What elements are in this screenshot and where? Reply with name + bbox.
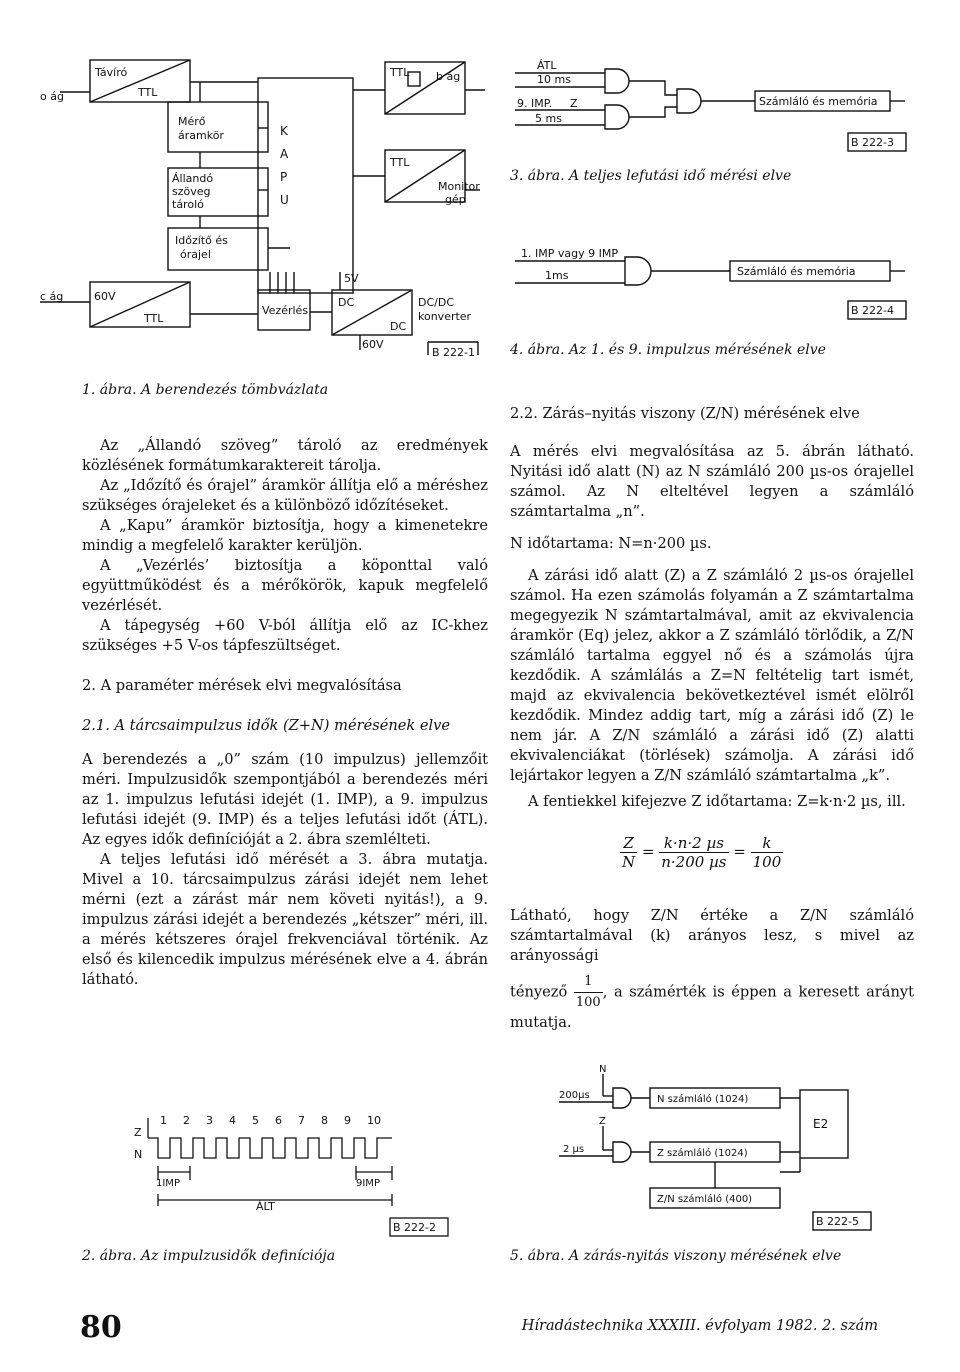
figure-2-code: B 222-2 <box>393 1221 437 1234</box>
label-z: Z <box>570 97 578 110</box>
label-ttl-c: TTL <box>390 156 410 169</box>
figure-1-caption: 1. ábra. A berendezés tömbvázlata <box>82 382 329 398</box>
paragraph: A berendezés a „0” szám (10 impulzus) jellemzőit méri. Impulzusidők szempontjából a berendezés méri az 1. impulzus lefutási idejét (1. IMP), a 9. impulzus lefutási idejét (9. IMP) és a teljes lefutási időt (ÁTL). Az egyes idők definícióját a 2. ábra szemlélteti. <box>82 751 488 848</box>
figure-4-caption: 4. ábra. Az 1. és 9. impulzus mérésének elve <box>510 342 826 358</box>
label-10ms: 10 ms <box>537 73 571 86</box>
paragraph: A „Vezérlés’ biztosítja a köponttal való együttműködést és a mérőkörök, kapuk megfelelő vezérlését. <box>82 557 488 614</box>
pulse-number: 10 <box>367 1114 381 1127</box>
counter-memory-box: Számláló és memória <box>737 265 856 278</box>
label-1ms: 1ms <box>545 269 569 282</box>
paragraph: A mérés elvi megvalósítása az 5. ábrán látható. Nyitási idő alatt (N) az N számláló 200 µs-os órajellel számol. Az N elteltével legyen a számláló számtartalma „n”. <box>510 443 914 520</box>
label-dc-1: DC <box>338 296 355 309</box>
label-5ms: 5 ms <box>535 112 562 125</box>
label-9-imp: 9. IMP. <box>517 97 553 110</box>
label-taviro: Távíró <box>95 66 128 79</box>
label-allando-2: szöveg <box>172 185 211 198</box>
pulse-number: 9 <box>344 1114 351 1127</box>
label-dcdc-1: DC/DC <box>418 296 455 309</box>
label-ttl-b: TTL <box>390 66 410 79</box>
figure-2-pulse-diagram <box>130 1100 450 1240</box>
pulse-number: 2 <box>183 1114 190 1127</box>
label-o-ag: o ág <box>40 90 64 103</box>
label-e2: E2 <box>813 1117 829 1131</box>
label-9imp: 9IMP <box>356 1178 380 1189</box>
left-column <box>82 436 488 990</box>
paragraph: A teljes lefutási idő mérését a 3. ábra mutatja. Mivel a 10. tárcsaimpulzus zárási idejét nem lehet mérni (ezt a zárást már nem követi nyitás!), a 9. impulzus zárási idejét a berendezés „kétszer” méri, ill. a mérés kétszeres órajel frekvenciával történik. Az első és kilencedik impulzus mérésének elve a 4. ábrán látható. <box>82 851 488 988</box>
pulse-number: 6 <box>275 1114 282 1127</box>
n-counter-box: N számláló (1024) <box>657 1094 749 1105</box>
label-b-ag: b ág <box>436 70 461 83</box>
figure-2-caption: 2. ábra. Az impulzusidők definíciója <box>82 1248 336 1264</box>
label-60v-b: 60V <box>362 338 384 351</box>
pulse-number: 5 <box>252 1114 259 1127</box>
label-mero-1: Mérő <box>178 115 206 128</box>
pulse-number: 8 <box>321 1114 328 1127</box>
label-2us: 2 µs <box>563 1144 585 1155</box>
label-200us: 200µs <box>559 1090 590 1101</box>
figure-5-caption: 5. ábra. A zárás-nyitás viszony mérésének elve <box>510 1248 842 1264</box>
label-n: N <box>134 1148 143 1161</box>
figure-5-code: B 222-5 <box>816 1215 860 1228</box>
paragraph: Az „Időzítő és órajel” áramkör állítja elő a méréshez szükséges órajeleket és a különböző időzítéseket. <box>82 477 488 514</box>
label-1imp: 1IMP <box>156 1178 180 1189</box>
label-monitor-2: gép <box>445 193 466 206</box>
equation-ratio: $\frac{Z}{N}$ = $\frac{\text{k·n·2 µs}}{\text{n·200 µs}}$ = $\frac{k}{100}$ <box>622 834 782 871</box>
label-monitor-1: Monitor <box>438 180 480 193</box>
subsection-heading: 2.2. Zárás–nyitás viszony (Z/N) mérésének elve <box>510 405 860 422</box>
pulse-number: 3 <box>206 1114 213 1127</box>
label-imp: 1. IMP vagy 9 IMP <box>521 247 618 260</box>
label-atl: ÁTL <box>537 59 557 72</box>
right-column <box>510 404 914 812</box>
counter-memory-box: Számláló és memória <box>759 95 878 108</box>
label-kapu-u: U <box>280 193 289 207</box>
pulse-number: 7 <box>298 1114 305 1127</box>
figure-1-code: B 222-1 <box>432 346 476 359</box>
label-5v: 5V <box>344 272 359 285</box>
page-number: 80 <box>80 1310 122 1345</box>
figure-3-diagram <box>505 55 910 155</box>
label-ttl-d: TTL <box>144 312 164 325</box>
figure-3-caption: 3. ábra. A teljes lefutási idő mérési elve <box>510 168 792 184</box>
paragraph: A zárási idő alatt (Z) a Z számláló 2 µs-os órajellel számol. Ha ezen számolás folyamán a Z számtartalma megegyezik N számtartalmával, amit az ekvivalencia áramkör (Eq) jelez, akkor a Z számláló törlődik, a Z/N számláló tartalma eggyel nő és a számolás újra kezdődik. A számlálás a Z=N feltételig tart ismét, majd az ekvivalencia bekövetkeztével ismét elölről kezdődik. Mindez addig tart, míg a zárási idő (Z) le nem jár. A Z/N számláló a zárási idő (Z) alatti ekvivalenciákat (törlések) számolja. A zárási idő lejártakor legyen a Z/N számláló számtartalma „k”. <box>510 567 914 784</box>
equation-n: N időtartama: N=n·200 µs. <box>510 535 712 552</box>
paragraph: A „Kapu” áramkör biztosítja, hogy a kimenetekre mindig a megfelelő karakter kerüljön. <box>82 517 488 554</box>
figure-3-code: B 222-3 <box>851 136 895 149</box>
label-z: Z <box>134 1126 142 1139</box>
section-heading: 2. A paraméter mérések elvi megvalósítása <box>82 677 402 694</box>
label-dcdc-2: konverter <box>418 310 472 323</box>
label-kapu-p: P <box>280 170 288 184</box>
pulse-number: 1 <box>160 1114 167 1127</box>
pulse-number: 4 <box>229 1114 236 1127</box>
label-allando-3: tároló <box>172 198 204 211</box>
label-c-ag: c ág <box>40 290 64 303</box>
label-dc-2: DC <box>390 320 407 333</box>
paragraph: A fentiekkel kifejezve Z időtartama: Z=k·n·2 µs, ill. <box>528 793 906 810</box>
paragraph: Az „Állandó szöveg” tároló az eredmények közlésének formátumkaraktereit tárolja. <box>82 437 488 474</box>
label-idozito-2: órajel <box>180 248 211 261</box>
label-mero-2: áramkör <box>178 129 224 142</box>
label-allando-1: Állandó <box>172 172 214 185</box>
label-60v-a: 60V <box>94 290 116 303</box>
label-ttl-a: TTL <box>138 86 158 99</box>
label-z: Z <box>599 1116 606 1127</box>
subsection-heading: 2.1. A tárcsaimpulzus idők (Z+N) mérésének elve <box>82 717 451 734</box>
label-idozito-1: Időzítő és <box>175 234 228 247</box>
journal-footer: Híradástechnika XXXIII. évfolyam 1982. 2. szám <box>521 1318 878 1334</box>
figure-4-code: B 222-4 <box>851 304 895 317</box>
paragraph: A tápegység +60 V-ból állítja elő az IC-khez szükséges +5 V-os tápfeszültséget. <box>82 617 488 654</box>
z-counter-box: Z számláló (1024) <box>657 1148 748 1159</box>
paragraph-factor: tényező $\frac{1}{100}$ , a számérték is éppen a keresett arányt mutatja. <box>510 974 914 1031</box>
label-kapu-a: A <box>280 147 289 161</box>
label-vezerles: Vezérlés <box>262 304 309 317</box>
label-kapu-k: K <box>280 124 288 138</box>
right-column-bottom <box>510 906 914 1033</box>
label-n: N <box>599 1064 607 1075</box>
figure-1-block-diagram <box>40 50 500 370</box>
figure-5-diagram <box>555 1062 875 1242</box>
paragraph: Látható, hogy Z/N értéke a Z/N számláló számtartalmával (k) arányos lesz, s mivel az arányossági <box>510 907 914 964</box>
zn-counter-box: Z/N számláló (400) <box>657 1194 753 1205</box>
figure-4-diagram <box>505 245 910 325</box>
label-alt: ÁLT <box>256 1200 275 1213</box>
